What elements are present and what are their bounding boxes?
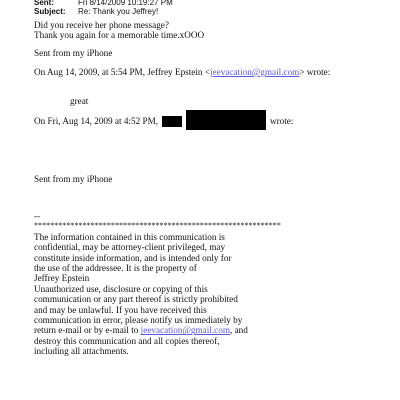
disclaimer-email-prefix: return e-mail or by e-mail to: [34, 325, 139, 336]
quote-1-prefix: On Aug 14, 2009, at 5:54 PM, Jeffrey Epstein <: [34, 67, 210, 77]
quote-1-suffix: > wrote:: [299, 67, 331, 77]
signature-1: Sent from my iPhone: [34, 48, 113, 58]
disclaimer-line: The information contained in this communication is: [34, 231, 225, 242]
signature-2: Sent from my iPhone: [34, 174, 113, 184]
disclaimer-line: and may be unlawful. If you have received this: [34, 304, 207, 315]
disclaimer: [34, 211, 281, 357]
disclaimer-line: communication or any part thereof is strictly prohibited: [34, 294, 238, 305]
disclaimer-line: including all attachments.: [34, 346, 129, 357]
redaction-block-small: [162, 116, 182, 127]
quote-2-suffix: wrote:: [269, 116, 294, 126]
message-line-2: Thank you again for a memorable time.xOOO: [34, 30, 205, 40]
quote-2-prefix: On Fri, Aug 14, 2009 at 4:52 PM,: [34, 116, 159, 126]
disclaimer-email-suffix: , and: [229, 325, 248, 336]
email-header: [34, 0, 173, 16]
subject-row: [34, 7, 173, 16]
sent-value: Fri 8/14/2009 10:19:27 PM: [78, 0, 173, 7]
sent-row: [34, 0, 173, 7]
subject-value: Re: Thank you Jeffrey!: [78, 7, 159, 16]
message-line-1: Did you receive her phone message?: [34, 20, 169, 30]
disclaimer-line: communication in error, please notify us immediately by: [34, 315, 243, 326]
quote-2-header: [34, 110, 293, 130]
quote-1-email-link[interactable]: jeevacation@gmail.com: [210, 67, 300, 77]
subject-label: Subject:: [34, 7, 66, 16]
redaction-block-large: [186, 110, 266, 130]
disclaimer-line: confidential, may be attorney-client privileged, may: [34, 242, 226, 253]
disclaimer-dashes: --: [34, 211, 41, 221]
disclaimer-stars: *************************************************************: [34, 221, 281, 231]
sent-label: Sent:: [34, 0, 54, 7]
disclaimer-line-email: [34, 325, 281, 335]
disclaimer-email-link[interactable]: jeevacation@gmail.com: [140, 325, 230, 336]
quote-1-header: [34, 67, 330, 77]
disclaimer-line: constitute inside information, and is intended only for: [34, 252, 232, 263]
disclaimer-line: Unauthorized use, disclosure or copying of this: [34, 283, 208, 294]
disclaimer-line: the use of the addressee. It is the property of: [34, 263, 197, 274]
reply-word: great: [70, 96, 89, 106]
disclaimer-line: destroy this communication and all copies thereof,: [34, 335, 220, 346]
disclaimer-line: Jeffrey Epstein: [34, 273, 90, 284]
